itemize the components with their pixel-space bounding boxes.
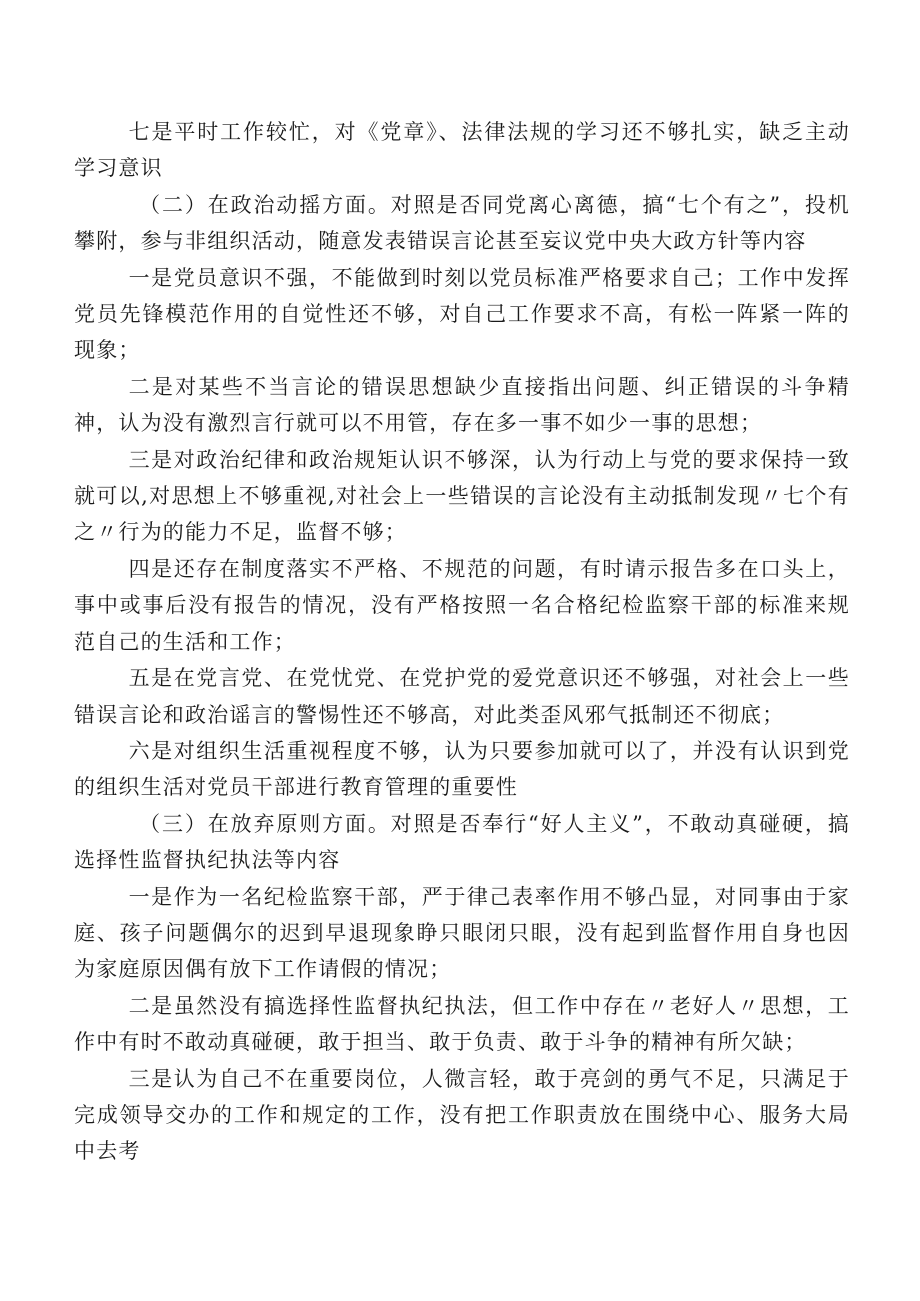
document-body — [74, 114, 850, 1170]
section-heading-3: （三）在放弃原则方面。对照是否奉行“好人主义”，不敢动真碰硬，搞选择性监督执纪执法等内容 — [74, 811, 850, 873]
paragraph-item-3b: 三是认为自己不在重要岗位，人微言轻，敢于亮剑的勇气不足，只满足于完成领导交办的工作和规定的工作，没有把工作职责放在围绕中心、服务大局中去考 — [74, 1066, 850, 1164]
paragraph-item-2: 二是对某些不当言论的错误思想缺少直接指出问题、纠正错误的斗争精神，认为没有激烈言行就可以不用管，存在多一事不如少一事的思想； — [74, 374, 850, 436]
paragraph-item-1b: 一是作为一名纪检监察干部，严于律己表率作用不够凸显，对同事由于家庭、孩子问题偶尔的迟到早退现象睁只眼闭只眼，没有起到监督作用自身也因为家庭原因偶有放下工作请假的情况； — [74, 884, 850, 982]
section-heading-2: （二）在政治动摇方面。对照是否同党离心离德，搞“七个有之”，投机攀附，参与非组织活动，随意发表错误言论甚至妄议党中央大政方针等内容 — [74, 192, 850, 254]
paragraph-item-5: 五是在党言党、在党忧党、在党护党的爱党意识还不够强，对社会上一些错误言论和政治谣言的警惕性还不够高，对此类歪风邪气抵制还不彻底； — [74, 666, 850, 727]
paragraph-item-6: 六是对组织生活重视程度不够，认为只要参加就可以了，并没有认识到党的组织生活对党员干部进行教育管理的重要性 — [74, 738, 850, 800]
paragraph-item-3: 三是对政治纪律和政治规矩认识不够深，认为行动上与党的要求保持一致就可以,对思想上不够重视,对社会上一些错误的言论没有主动抵制发现〃七个有之〃行为的能力不足，监督不够； — [74, 447, 850, 545]
paragraph-item-1: 一是党员意识不强，不能做到时刻以党员标准严格要求自己；工作中发挥党员先锋模范作用的自觉性还不够，对自己工作要求不高，有松一阵紧一阵的现象； — [74, 265, 850, 363]
paragraph-item-4: 四是还存在制度落实不严格、不规范的问题，有时请示报告多在口头上，事中或事后没有报告的情况，没有严格按照一名合格纪检监察干部的标准来规范自己的生活和工作； — [74, 556, 850, 654]
paragraph-item-7: 七是平时工作较忙，对《党章》、法律法规的学习还不够扎实，缺乏主动学习意识 — [74, 120, 850, 181]
paragraph-item-2b: 二是虽然没有搞选择性监督执纪执法，但工作中存在〃老好人〃思想，工作中有时不敢动真碰硬，敢于担当、敢于负责、敢于斗争的精神有所欠缺； — [74, 993, 850, 1055]
